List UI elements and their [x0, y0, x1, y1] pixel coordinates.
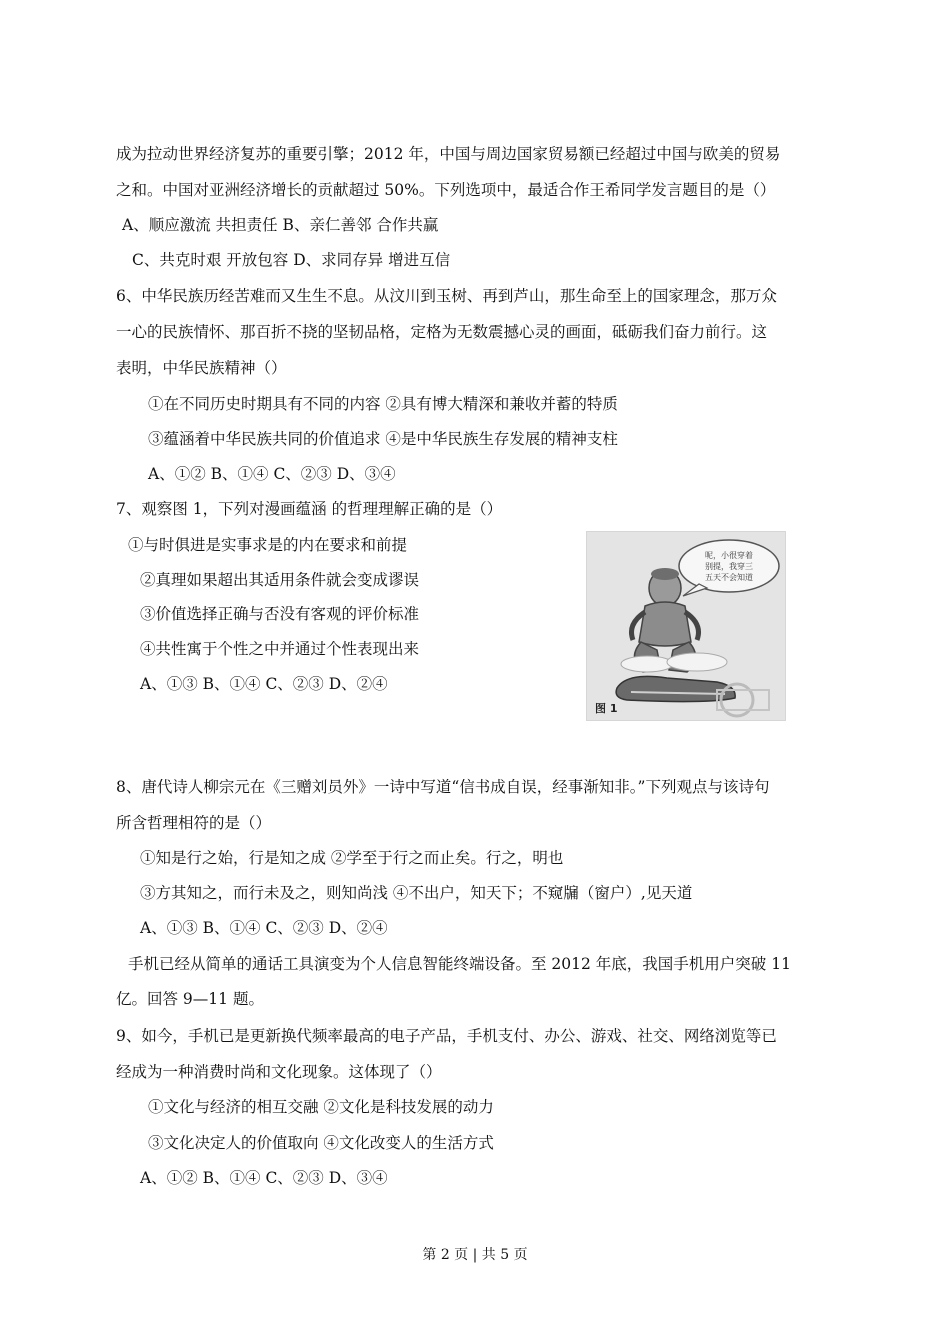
cartoon-bubble-line-3: 五天不会知道	[705, 573, 753, 582]
cartoon-bubble-line-1: 呢，小很穿着	[705, 551, 753, 560]
q6-stem-line-3: 表明，中华民族精神（）	[116, 359, 287, 377]
q6-stem-line-1: 6、中华民族历经苦难而又生生不息。从汶川到玉树、再到芦山，那生命至上的国家理念，那万众	[116, 287, 777, 305]
q8-stem-line-2: 所含哲理相符的是（）	[116, 814, 272, 832]
q9-items-12: ①文化与经济的相互交融 ②文化是科技发展的动力	[148, 1098, 494, 1116]
q6-options: A、①② B、①④ C、②③ D、③④	[148, 465, 396, 483]
figure-1-cartoon	[586, 531, 786, 721]
q8-items-12: ①知是行之始，行是知之成 ②学至于行之而止矣。行之，明也	[140, 849, 564, 867]
q8-stem-line-1: 8、唐代诗人柳宗元在《三赠刘员外》一诗中写道“信书成自误，经事渐知非。”下列观点与该诗句	[116, 778, 770, 796]
q8-options: A、①③ B、①④ C、②③ D、②④	[140, 919, 388, 937]
q5-options-cd: C、共克时艰 开放包容 D、求同存异 增进互信	[132, 251, 451, 269]
material-line-2: 亿。回答 9—11 题。	[116, 990, 264, 1008]
figure-1-label: 图 1	[595, 702, 618, 715]
q6-items-12: ①在不同历史时期具有不同的内容 ②具有博大精深和兼收并蓄的特质	[148, 395, 618, 413]
q5-options-ab: A、顺应激流 共担责任 B、亲仁善邻 合作共赢	[122, 216, 439, 234]
q6-items-34: ③蕴涵着中华民族共同的价值追求 ④是中华民族生存发展的精神支柱	[148, 430, 618, 448]
q7-item-3: ③价值选择正确与否没有客观的评价标准	[140, 605, 420, 623]
q7-options: A、①③ B、①④ C、②③ D、②④	[140, 675, 388, 693]
cartoon-illustration	[587, 532, 785, 720]
q8-items-34: ③方其知之，而行未及之，则知尚浅 ④不出户，知天下；不窥牖（窗户）,见天道	[140, 884, 693, 902]
q7-stem: 7、观察图 1，下列对漫画蕴涵 的哲理理解正确的是（）	[116, 500, 503, 518]
q7-item-2: ②真理如果超出其适用条件就会变成谬误	[140, 571, 420, 589]
q7-item-4: ④共性寓于个性之中并通过个性表现出来	[140, 640, 420, 658]
q7-item-1: ①与时俱进是实事求是的内在要求和前提	[128, 536, 408, 554]
q9-stem-line-2: 经成为一种消费时尚和文化现象。这体现了（）	[116, 1063, 442, 1081]
q6-stem-line-2: 一心的民族情怀、那百折不挠的坚韧品格，定格为无数震撼心灵的画面，砥砺我们奋力前行。这	[116, 323, 768, 341]
page-footer: 第 2 页 | 共 5 页	[422, 1247, 528, 1263]
q9-options: A、①② B、①④ C、②③ D、③④	[140, 1169, 388, 1187]
intro-line-2: 之和。中国对亚洲经济增长的贡献超过 50%。下列选项中，最适合作王希同学发言题目的是（）	[116, 181, 776, 199]
cartoon-bubble-line-2: 别提，我穿三	[705, 562, 753, 571]
intro-line-1: 成为拉动世界经济复苏的重要引擎；2012 年，中国与周边国家贸易额已经超过中国与欧美的贸易	[116, 145, 781, 163]
material-line-1: 手机已经从简单的通话工具演变为个人信息智能终端设备。至 2012 年底，我国手机用户突破 11	[128, 955, 791, 973]
q9-stem-line-1: 9、如今，手机已是更新换代频率最高的电子产品，手机支付、办公、游戏、社交、网络浏览等已	[116, 1027, 777, 1045]
q9-items-34: ③文化决定人的价值取向 ④文化改变人的生活方式	[148, 1134, 494, 1152]
